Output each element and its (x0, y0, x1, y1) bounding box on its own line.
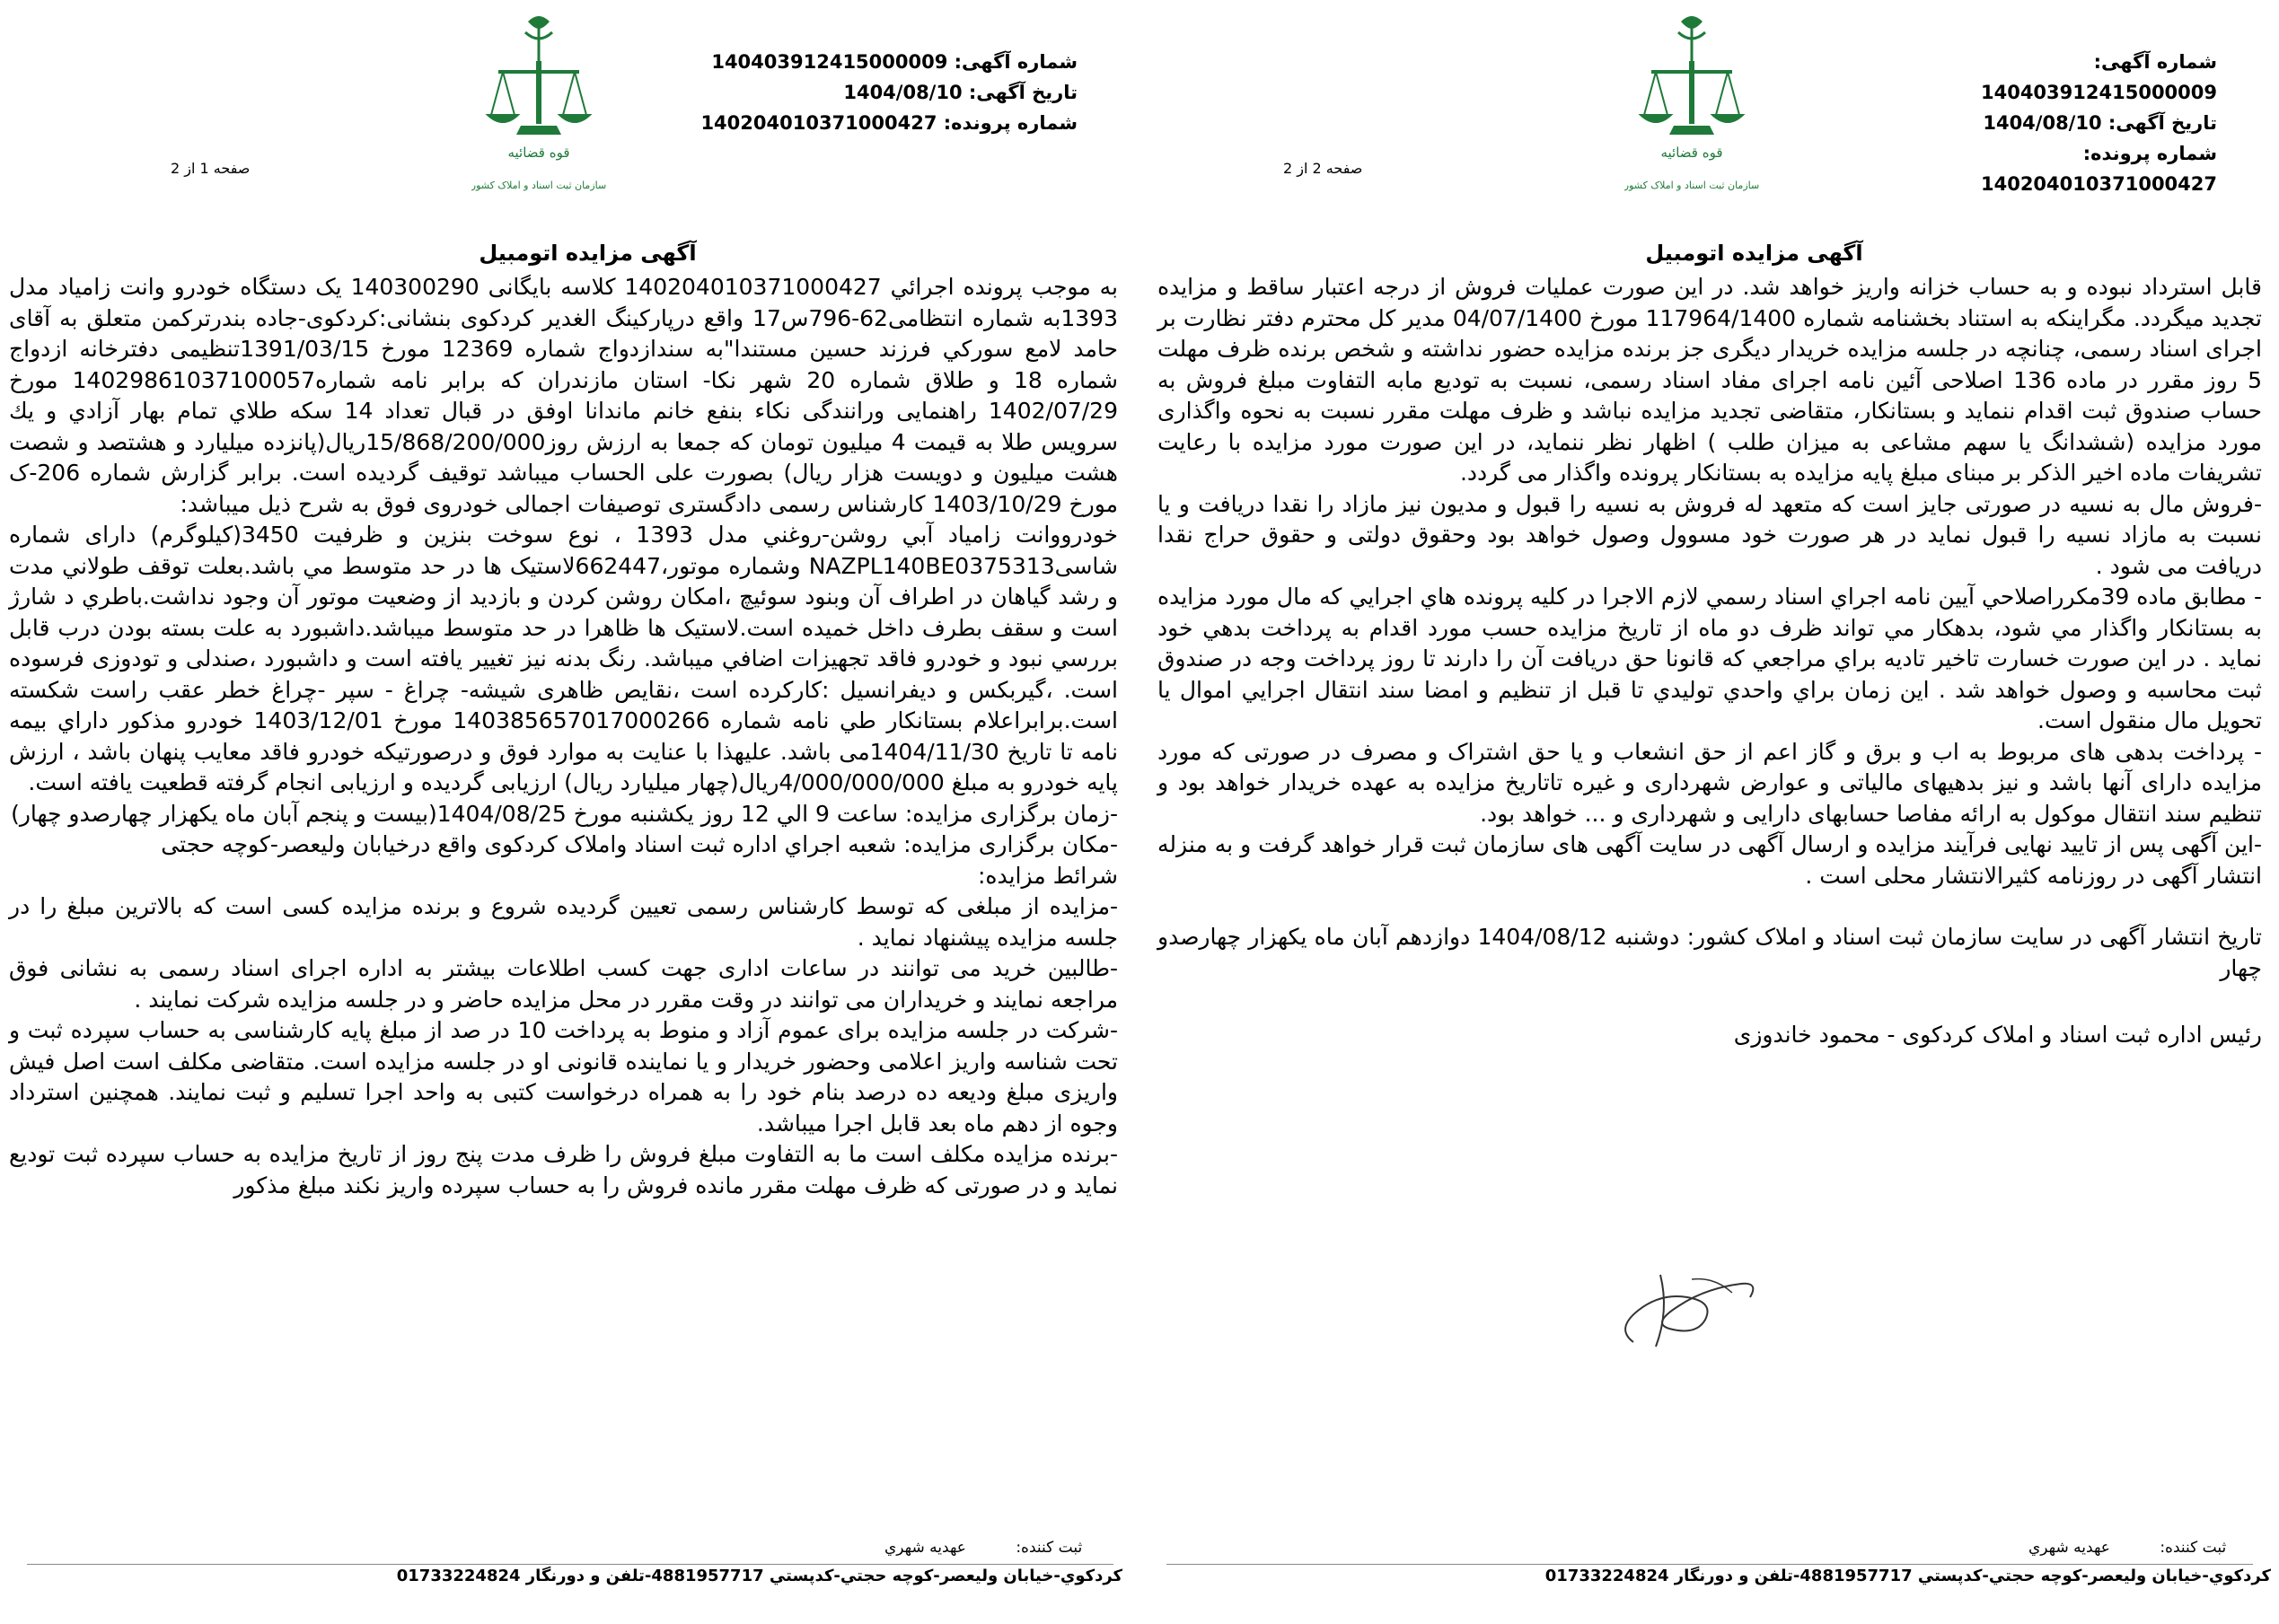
page-title: آگهی مزایده اتومبیل (479, 241, 697, 266)
registrar (2028, 1539, 2226, 1557)
ad-number-value: 140403912415000009 (1980, 82, 2217, 103)
case-number-label: شماره پرونده: (2082, 143, 2217, 164)
case-number-label: شماره پرونده: (943, 112, 1078, 134)
footer-divider (27, 1564, 1113, 1565)
document-body (1157, 272, 2262, 1051)
paragraph-case-intro: به موجب پرونده اجرائي 140204010371000427 کلاسه بایگانی 140300290 یک دستگاه خودرو وانت زامیاد مدل 1393به شماره انتظامی62-796س17 واقع درپارکینگ الغدیر کردکوی بنشانی:کردکوی-جاده بندرترکمن متعلق به آقای حامد لامع سورکي فرزند حسين مستندا"به سندازدواج شماره 12369 مورخ 1391/03/15تنظيمی دفترخانه ازدواج شماره 18 و طلاق شماره 20 شهر نکا- استان مازندران که برابر نامه شماره14029861037100057 مورخ 1402/07/29 راهنمایی ورانندگی نکاء بنفع خانم ماندانا اوفق در قبال تعداد 14 سکه طلاي تمام بهار آزادي و یك سرويس طلا به قیمت 4 میلیون تومان که جمعا به ارزش روز15/868/200/000ریال(پانزده میلیارد و هشتصد و شصت هشت میلیون و دويست هزار ریال) بصورت علی الحساب میباشد توقیف گرديده است. برابر گزارش شماره 206-ک مورخ 1403/10/29 کارشناس رسمی دادگستری توصیفات اجمالی خودروی فوق به شرح ذیل میباشد: (9, 274, 1119, 517)
signature-icon (1606, 1257, 1777, 1365)
case-number-value: 140204010371000427 (700, 112, 937, 134)
ad-number-label: شماره آگهی: (2093, 51, 2217, 73)
ad-date-label: تاریخ آگهی: (968, 82, 1078, 103)
emblem-judiciary-text: قوه قضائیه (1660, 145, 1723, 161)
ad-number-row (1858, 47, 2217, 108)
paragraph-auction-place: -مکان برگزاری مزایده: شعبه اجراي اداره ثبت اسناد واملاک کردکوی واقع درخیابان ولیعصر-کوچه حجتی (161, 831, 1118, 857)
paragraph-article-39: - مطابق ماده 39مکرراصلاحي آيين نامه اجراي اسناد رسمي لازم الاجرا در کليه پرونده هاي اجرايي که مال مورد مزايده به بستانکار واگذار مي شود، بدهکار مي تواند ظرف دو ماه از تاريخ مزايده حسب مورد اقدام به پرداخت بدهي خود نمايد . در اين صورت خسارت تاخير تاديه براي مراجعي که قانونا حق دريافت آن را دارند تا روز پرداخت وجه در صندوق ثبت محاسبه و وصول خواهد شد . اين زمان براي واحدي توليدي تا قبل از تنظيم و امضا سند انتقال اجرايي اموال يا تحويل مال منقول است. (1157, 584, 2262, 733)
paragraph-conditions-heading: شرائط مزایده: (977, 862, 1118, 889)
paragraph-auction-time: -زمان برگزاری مزایده: ساعت 9 الي 12 روز یکشنبه مورخ 1404/08/25(بیست و پنجم آبان ماه یکهزار چهارصدو چهار) (11, 800, 1118, 827)
paragraph-condition-start-price: -مزایده از مبلغی که توسط کارشناس رسمی تعیین گردیده شروع و برنده مزایده کسی است که بالاترین مبلغ را در جلسه مزایده پیشنهاد نماید . (9, 893, 1118, 951)
registrar-name: عهدیه شهري (884, 1539, 966, 1557)
registrar-label: ثبت کننده: (1016, 1539, 1083, 1557)
ad-number-label: شماره آگهی: (954, 51, 1078, 73)
emblem-org-text: سازمان ثبت اسناد و املاک کشور (1624, 180, 1759, 191)
case-number-row (1858, 138, 2217, 199)
paragraph-condition-inquiries: -طالبین خرید می توانند در ساعات اداری جهت کسب اطلاعات بیشتر به اداره اجرای اسناد رسمی به نشانی فوق مراجعه نمایند و خریداران می توانند در وقت مقرر در محل مزایده حاضر و در جلسه مزایده شرکت نمایند . (9, 955, 1118, 1013)
ad-number-row (700, 47, 1078, 77)
paragraph-vehicle-description: خودرووانت زامیاد آبي روشن-روغني مدل 1393 ، نوع سوخت بنزين و ظرفیت 3450(کیلوگرم) دارای شماره شاسیNAZPL140BE0375313 وشماره موتور،662447لاستيک ها در حد متوسط مي باشد.بعلت توقف طولاني مدت و رشد گیاهان در اطراف آن وبنود سوئیچ ،امکان روشن کردن و بازديد از وضعیت موتور آن وجود نداشت.باطري د شارژ است و سقف بطرف داخل خمیده است.لاستیک ها ظاهرا در حد متوسط میباشد.داشبورد به علت بسته بودن درب قابل بررسي نبود و خودرو فاقد تجهیزات اضافي میباشد. رنگ بدنه نیز تغییر یافته است و داشبورد ،صندلی و تودوزی فرسوده است. ،گیربکس و دیفرانسیل :کارکرده است ،نقایص ظاهری شیشه- چراغ - سپر -چراغ خطر عقب راست شکسته است.برابراعلام بستانکار طي نامه شماره 140385657017000266 مورخ 1403/12/01 خودرو مذکور داراي بیمه نامه تا تاریخ 1404/11/30می باشد. علیهذا با عنایت به موارد فوق و درصورتیکه خودرو فاقد معایب پنهان باشد ، ارزش پایه خودرو به مبلغ 4/000/000/000ریال(چهار میلیارد ریال) ارزیابی گرديده و ارزیابی انجام گرفته قطعیت یافته است. (9, 522, 1119, 795)
registrar (884, 1539, 1082, 1557)
registrar-label: ثبت کننده: (2160, 1539, 2227, 1557)
ad-date-value: 1404/08/10 (843, 82, 963, 103)
page-title: آگهی مزایده اتومبیل (1645, 241, 1863, 266)
case-number-value: 140204010371000427 (1980, 173, 2217, 195)
paragraph-refund-terms: قابل استرداد نبوده و به حساب خزانه واریز خواهد شد. در این صورت عملیات فروش از درجه اعتبار ساقط و مزایده تجدید میگردد. مگراینکه به استناد بخشنامه شماره 117964/1400 مورخ 04/07/1400 مدیر کل محترم دفتر نظارت بر اجرای اسناد رسمی، چنانچه در جلسه مزایده خریدار دیگری جز برنده مزایده حضور نداشته و شخص برنده ظرف مهلت 5 روز مقرر در ماده 136 اصلاحی آئین نامه اجرای مفاد اسناد رسمی، نسبت به تودیع مابه التفاوت مبلغ فروش به حساب صندوق ثبت اقدام ننماید و بستانکار، متقاضی تجدید مزایده نباشد و ظرف مهلت مقرر نسبت به نحوه واگذاری مورد مزایده (ششدانگ یا سهم مشاعی به میزان طلب ) اظهار نظر ننماید، در این صورت مورد مزایده با رعایت تشریفات ماده اخیر الذکر بر مبنای مبلغ پایه مزایده به بستانکار پرونده واگذار می گردد. (1157, 274, 2262, 486)
footer-divider (1166, 1564, 2253, 1565)
paragraph-utility-debts: - پرداخت بدهی های مربوط به اب و برق و گاز اعم از حق انشعاب و یا حق اشتراک و مصرف در صورتی که مورد مزایده دارای آنها باشد و نیز بدهیهای مالیاتی و عوارض شهرداری و غیره تاتاریخ مزایده به عهده خریدار خواهد بود و تنظیم سند انتقال موکول به ارائه مفاصا حسابهای دارایی و شهرداری و ... خواهد بود. (1157, 738, 2262, 827)
registrar-name: عهدیه شهري (2028, 1539, 2110, 1557)
ad-date-value: 1404/08/10 (1983, 112, 2102, 134)
emblem-org-text: سازمان ثبت اسناد و املاک کشور (471, 180, 606, 191)
paragraph-condition-winner: -برنده مزایده مکلف است ما به التفاوت مبلغ فروش را ظرف مدت پنج روز از تاریخ مزایده به حساب سپرده ثبت تودیع نماید و در صورتی که ظرف مهلت مقرر مانده فروش را به حساب سپرده واریز نکند مبلغ مذکور (9, 1141, 1118, 1198)
footer-address: کردکوي-خيابان وليعصر-کوچه حجتي-کدپستي 4881957717-تلفن و دورنگار 01733224824 (1544, 1567, 2271, 1585)
document-body (9, 272, 1118, 1201)
ad-number-value: 140403912415000009 (711, 51, 948, 73)
ad-meta-block (700, 47, 1078, 138)
ad-date-row (700, 77, 1078, 108)
judiciary-emblem-icon (1624, 9, 1759, 202)
paragraph-publication: -این آگهی پس از تایید نهایی فرآیند مزایده و ارسال آگهی در سایت آگهی های سازمان ثبت قرار خواهد گرفت و به منزله انتشار آگهی در روزنامه کثیرالانتشار محلی است . (1157, 831, 2262, 889)
emblem-judiciary-text: قوه قضائیه (507, 145, 570, 161)
judiciary-emblem-icon (471, 9, 606, 202)
signatory: رئیس اداره ثبت اسناد و املاک کردکوی - محمود خاندوزی (1733, 1022, 2262, 1048)
case-number-row (700, 108, 1078, 138)
page-number: صفحه 1 از 2 (171, 160, 251, 177)
paragraph-condition-deposit: -شرکت در جلسه مزایده برای عموم آزاد و منوط به پرداخت 10 در صد از مبلغ پایه کارشناسی به حساب سپرده ثبت و تحت شناسه واریز اعلامی وحضور خریدار و یا نماینده قانونی او در جلسه مزایده است. متقاضی مکلف است اصل فیش واریزی مبلغ ودیعه ده درصد بنام خود را به همراه درخواست کتبی به واحد اجرا تسلیم و ثبت نمایند. همچنین استرداد وجوه از دهم ماه بعد قابل اجرا میباشد. (9, 1017, 1118, 1137)
footer-address: کردکوي-خيابان وليعصر-کوچه حجتي-کدپستي 4881957717-تلفن و دورنگار 01733224824 (396, 1567, 1122, 1585)
paragraph-credit-sale: -فروش مال به نسیه در صورتی جایز است که متعهد له فروش به نسیه را قبول و مدیون نیز مازاد را نقدا دریافت و یا نسبت به مازاد نسیه را قبول نماید در هر صورت خود مسوول وصول خواهد بود وحقوق دولتی و حقوق حراج نقدا دریافت می شود . (1157, 490, 2262, 579)
ad-date-label: تاریخ آگهی: (2107, 112, 2217, 134)
page-two (1140, 0, 2279, 1624)
page-number: صفحه 2 از 2 (1283, 160, 1363, 177)
publish-note: تاریخ انتشار آگهی در سایت سازمان ثبت اسناد و املاک کشور: دوشنبه 1404/08/12 دوازدهم آبان ماه یکهزار چهارصدو چهار (1157, 924, 2262, 981)
ad-date-row (1858, 108, 2217, 138)
ad-meta-block (1858, 47, 2217, 199)
